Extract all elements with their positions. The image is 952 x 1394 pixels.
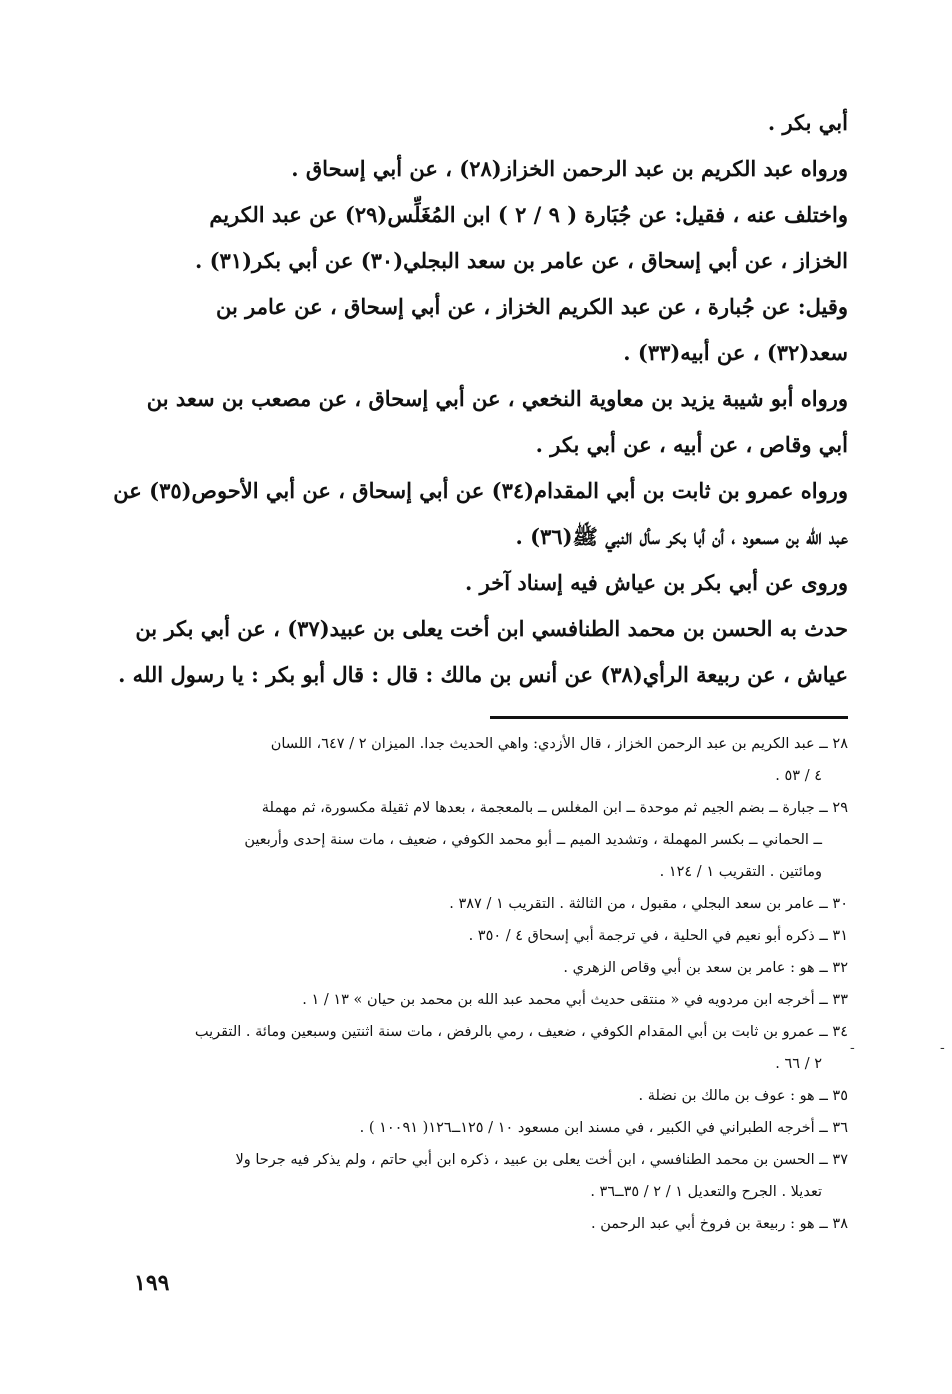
text-line: عبد الله بن مسعود ، أن أبا بكر سأل النبي ﷺ(٣٦) . xyxy=(515,524,848,549)
page-number: ١٩٩ xyxy=(134,1270,170,1296)
text-line: عياش ، عن ربيعة الرأي(٣٨) عن أنس بن مالك : قال : قال أبو بكر : يا رسول الله . xyxy=(118,662,848,687)
footnote xyxy=(150,888,848,920)
footnote xyxy=(150,1080,848,1112)
text-line: حدث به الحسن بن محمد الطنافسي ابن أخت يعلى بن عبيد(٣٧) ، عن أبي بكر بن xyxy=(135,616,848,641)
footnote xyxy=(150,1016,848,1080)
text-line: وقيل: عن جُبارة ، عن عبد الكريم الخزاز ، عن أبي إسحاق ، عن عامر بن xyxy=(215,294,848,319)
footnote xyxy=(150,1144,848,1208)
main-text-body xyxy=(113,100,848,698)
footnotes-section xyxy=(150,728,848,1240)
footnote-line: ٣١ ــ ذكره أبو نعيم في الحلية ، في ترجمة أبي إسحاق ٤ / ٣٥٠ . xyxy=(468,928,848,944)
footnote-line: ٣٨ ــ هو : ربيعة بن فروخ أبي عبد الرحمن . xyxy=(591,1216,848,1232)
text-line: الخزاز ، عن أبي إسحاق ، عن عامر بن سعد البجلي(٣٠) عن أبي بكر(٣١) . xyxy=(194,248,848,273)
footnote-line: ــ الحماني ــ بكسر المهملة ، وتشديد الميم ــ أبو محمد الكوفي ، ضعيف ، مات سنة إحدى وأربعين xyxy=(244,832,822,848)
footnote-line: ٣٤ ــ عمرو بن ثابت بن أبي المقدام الكوفي ، ضعيف ، رمي بالرفض ، مات سنة اثنتين وسبعين ومائة . التقريب xyxy=(194,1024,848,1040)
footnote-line: تعديلا . الجرح والتعديل ١ / ٢ / ٣٥ــ٣٦ . xyxy=(590,1184,822,1200)
footnote xyxy=(150,1112,848,1144)
footnote xyxy=(150,728,848,792)
footnote-line: ٤ / ٥٣ . xyxy=(775,768,822,784)
footnote-line: ٣٠ ــ عامر بن سعد البجلي ، مقبول ، من الثالثة . التقريب ١ / ٣٨٧ . xyxy=(449,896,848,912)
footnote xyxy=(150,920,848,952)
footnote xyxy=(150,1208,848,1240)
text-line: ورواه عمرو بن ثابت بن أبي المقدام(٣٤) عن أبي إسحاق ، عن أبي الأحوص(٣٥) عن xyxy=(113,478,848,503)
footnote-line: ومائتين . التقريب ١ / ١٢٤ . xyxy=(659,864,822,880)
footnote xyxy=(150,952,848,984)
text-line: أبي بكر . xyxy=(767,110,848,135)
footnote-line: ٣٧ ــ الحسن بن محمد الطنافسي ، ابن أخت يعلى بن عبيد ، ذكره ابن أبي حاتم ، ولم يذكر فيه جرحا ولا xyxy=(235,1152,848,1168)
footnote-line: ٢ / ٦٦ . xyxy=(775,1056,822,1072)
footnote-line: ٣٢ ــ هو : عامر بن سعد بن أبي وقاص الزهري . xyxy=(563,960,848,976)
margin-tick-mark: - xyxy=(940,1040,945,1056)
footnote-line: ٢٩ ــ جبارة ــ بضم الجيم ثم موحدة ــ ابن المغلس ــ بالمعجمة ، بعدها لام ثقيلة مكسورة، ثم مهملة xyxy=(261,800,848,816)
text-line: واختلف عنه ، فقيل: عن جُبَارة ( ٩ / ٢ ) ابن المُغَلِّس(٢٩) عن عبد الكريم xyxy=(209,202,848,227)
footnote-line: ٢٨ ــ عبد الكريم بن عبد الرحمن الخزاز ، قال الأزدي: واهي الحديث جدا. الميزان ٢ / ٦٤٧، اللسان xyxy=(270,736,848,752)
footnote xyxy=(150,984,848,1016)
text-line: أبي وقاص ، عن أبيه ، عن أبي بكر . xyxy=(535,432,848,457)
text-line: ورواه أبو شيبة يزيد بن معاوية النخعي ، عن أبي إسحاق ، عن مصعب بن سعد بن xyxy=(146,386,848,411)
margin-tick-mark: - xyxy=(850,1040,855,1056)
footnote-line: ٣٦ ــ أخرجه الطبراني في الكبير ، في مسند ابن مسعود ١٠ / ١٢٥ــ١٢٦( ١٠٠٩١ ) . xyxy=(359,1120,848,1136)
text-line: ورواه عبد الكريم بن عبد الرحمن الخزاز(٢٨) ، عن أبي إسحاق . xyxy=(291,156,848,181)
text-line: وروى عن أبي بكر بن عياش فيه إسناد آخر . xyxy=(465,570,848,595)
footnote xyxy=(150,792,848,888)
text-line: سعد(٣٢) ، عن أبيه(٣٣) . xyxy=(623,340,848,365)
footnote-separator xyxy=(490,716,848,719)
footnote-line: ٣٥ ــ هو : عوف بن مالك بن نضلة . xyxy=(638,1088,848,1104)
footnote-line: ٣٣ ــ أخرجه ابن مردويه في « منتقى حديث أبي محمد عبد الله بن محمد بن حيان » ١٣ / ١ . xyxy=(302,992,848,1008)
